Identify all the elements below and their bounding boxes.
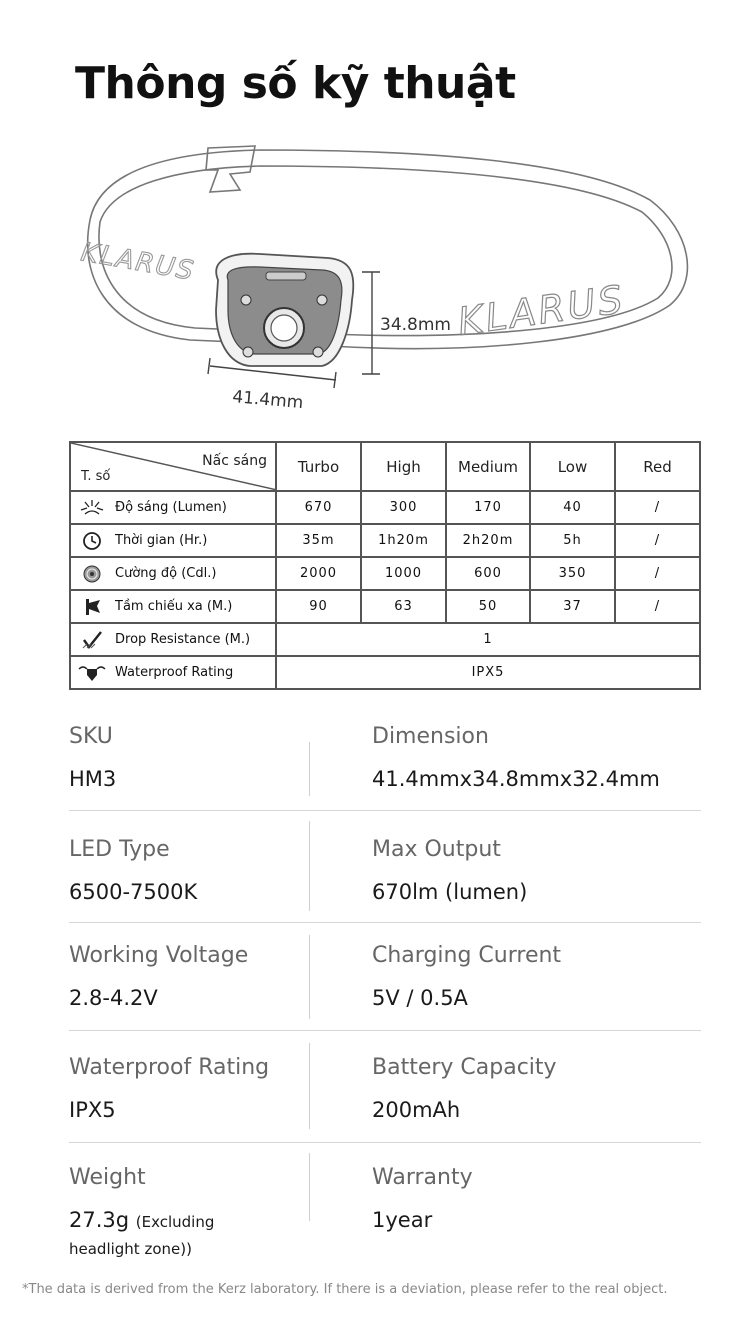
spec-value: HM3: [69, 767, 117, 791]
table-corner-cell: [70, 442, 276, 491]
height-dimension-label: 34.8mm: [380, 315, 451, 335]
table-cell-merged: 1: [276, 623, 700, 656]
row-label: Drop Resistance (M.): [115, 632, 251, 647]
lamp-body: [216, 254, 353, 366]
table-cell: 40: [530, 491, 615, 524]
spec-list: [69, 720, 701, 1283]
footnote: *The data is derived from the Kerz laboratory. If there is a deviation, please refer to the real object.: [22, 1282, 668, 1297]
corner-bottom-label: T. số: [81, 469, 111, 484]
spec-table: [69, 441, 701, 690]
table-cell-merged: IPX5: [276, 656, 700, 689]
column-divider: [309, 1153, 310, 1221]
spec-row: [69, 923, 701, 1031]
table-cell: 600: [446, 557, 530, 590]
table-cell: 300: [361, 491, 446, 524]
table-row: [70, 623, 700, 656]
table-row: [70, 557, 700, 590]
table-cell: 35m: [276, 524, 361, 557]
table-cell: /: [615, 557, 700, 590]
clock-icon: [77, 531, 107, 551]
spec-key: Waterproof Rating: [69, 1055, 270, 1080]
column-divider: [309, 821, 310, 911]
table-cell: 170: [446, 491, 530, 524]
page-title: Thông số kỹ thuật: [75, 58, 516, 109]
brand-text-left: KLARUS: [78, 237, 198, 287]
spec-value: 1year: [372, 1208, 433, 1232]
corner-top-label: Nấc sáng: [202, 453, 267, 469]
table-row: [70, 524, 700, 557]
table-cell: 670: [276, 491, 361, 524]
spec-value: 6500-7500K: [69, 880, 198, 904]
width-dimension-label: 41.4mm: [231, 387, 305, 414]
mode-header: Medium: [446, 442, 530, 491]
spec-key: SKU: [69, 724, 113, 749]
spec-value: 27.3g: [69, 1208, 130, 1232]
table-cell: 350: [530, 557, 615, 590]
table-cell: 1000: [361, 557, 446, 590]
spec-key: LED Type: [69, 837, 170, 862]
spec-note: (Excluding: [135, 1213, 215, 1231]
column-divider: [309, 1043, 310, 1129]
table-cell: 5h: [530, 524, 615, 557]
table-row: [70, 491, 700, 524]
spec-value: 200mAh: [372, 1098, 461, 1122]
spec-value: 41.4mmx34.8mmx32.4mm: [372, 767, 660, 791]
table-cell: /: [615, 590, 700, 623]
spec-value: 2.8-4.2V: [69, 986, 158, 1010]
table-cell: 1h20m: [361, 524, 446, 557]
table-cell: 90: [276, 590, 361, 623]
spec-key: Warranty: [372, 1165, 473, 1190]
table-row: [70, 656, 700, 689]
intensity-icon: [77, 564, 107, 584]
table-cell: /: [615, 491, 700, 524]
spec-key: Weight: [69, 1165, 146, 1190]
row-label: Cường độ (Cdl.): [115, 566, 217, 581]
row-label: Waterproof Rating: [115, 665, 234, 680]
table-header-row: [70, 442, 700, 491]
brand-text-right: KLARUS: [455, 276, 629, 344]
brightness-icon: [77, 498, 107, 518]
table-row: [70, 590, 700, 623]
spec-key: Charging Current: [372, 943, 562, 968]
row-label: Độ sáng (Lumen): [115, 500, 227, 515]
spec-value: IPX5: [69, 1098, 116, 1122]
table-cell: 2000: [276, 557, 361, 590]
spec-row: [69, 1143, 701, 1283]
table-cell: 2h20m: [446, 524, 530, 557]
waterproof-icon: [77, 663, 107, 683]
mode-header: Red: [615, 442, 700, 491]
spec-key: Dimension: [372, 724, 489, 749]
spec-key: Max Output: [372, 837, 501, 862]
column-divider: [309, 742, 310, 796]
row-label: Thời gian (Hr.): [115, 533, 208, 548]
table-cell: 50: [446, 590, 530, 623]
mode-header: High: [361, 442, 446, 491]
headlamp-illustration: [60, 130, 700, 420]
table-cell: 37: [530, 590, 615, 623]
table-cell: /: [615, 524, 700, 557]
row-label: Tầm chiếu xa (M.): [115, 599, 233, 614]
spec-value: 670lm (lumen): [372, 880, 528, 904]
mode-header: Turbo: [276, 442, 361, 491]
spec-row: [69, 811, 701, 923]
table-cell: 63: [361, 590, 446, 623]
mode-header: Low: [530, 442, 615, 491]
drop-resistance-icon: [77, 630, 107, 650]
spec-row: [69, 1031, 701, 1143]
spec-key: Battery Capacity: [372, 1055, 557, 1080]
spec-value: 5V / 0.5A: [372, 986, 468, 1010]
spec-note-continued: headlight zone)): [69, 1240, 192, 1258]
spec-key: Working Voltage: [69, 943, 249, 968]
spec-row: [69, 720, 701, 811]
column-divider: [309, 935, 310, 1019]
beam-distance-icon: [77, 597, 107, 617]
